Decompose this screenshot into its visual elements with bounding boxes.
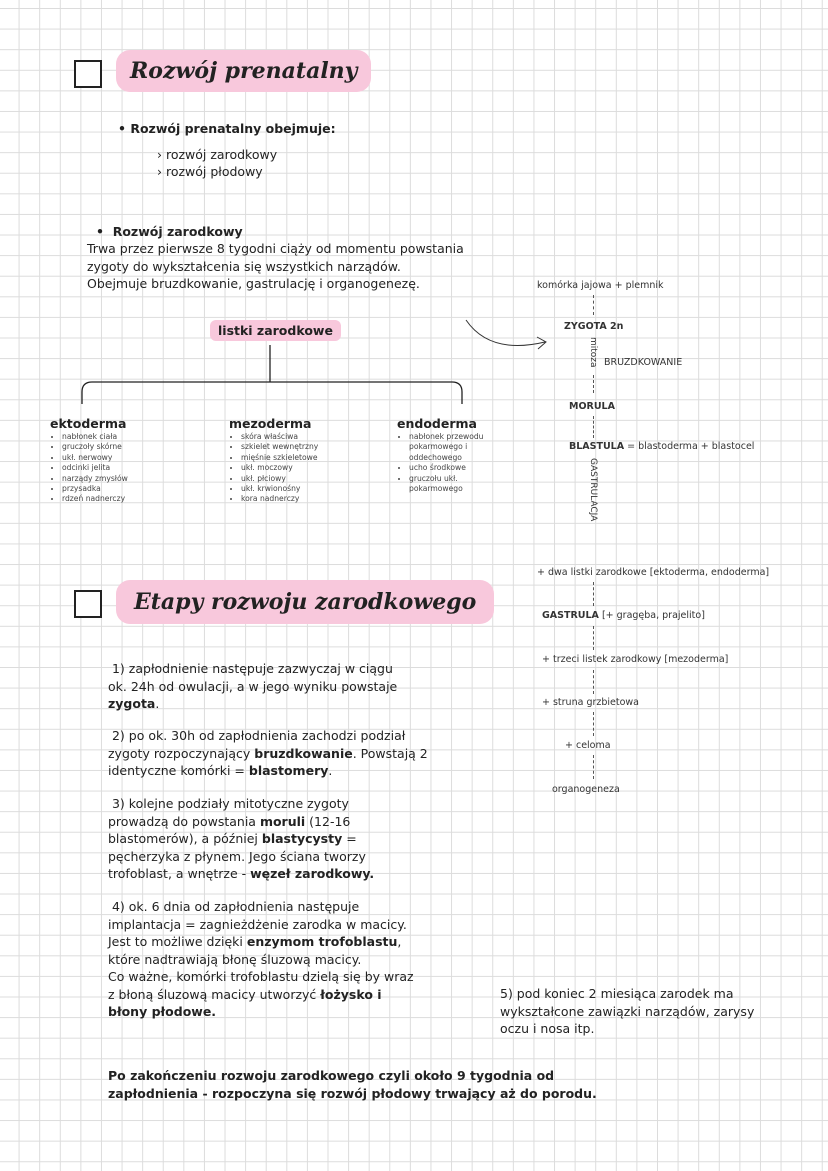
blastula-label: BLASTULA	[569, 441, 625, 452]
step-2: 2) po ok. 30h od zapłodnienia zachodzi podział zygoty rozpoczynający bruzdkowanie. Powstają 2 identyczne komórki = blastomery.	[108, 728, 428, 778]
flow-mitoza: mitoza	[588, 337, 598, 368]
flow-zygota: ZYGOTA 2n	[564, 321, 624, 332]
line: zygoty do wykształcenia się wszystkich narządów.	[87, 258, 401, 274]
listki-label: listki zarodkowe	[210, 320, 341, 341]
list-item: • odcinki jelita	[62, 463, 128, 473]
arrow-down-icon	[593, 375, 594, 393]
flow-dwa-listki: + dwa listki zarodkowe [ektoderma, endoderma]	[537, 567, 770, 578]
flow-gastrula	[542, 610, 705, 621]
mezoderma	[229, 416, 318, 505]
list-item: • rdzeń nadnerczy	[62, 494, 128, 504]
summary: Po zakończeniu rozwoju zarodkowego czyli około 9 tygodnia od zapłodnienia - rozpoczyna się rozwój płodowy trwający aż do porodu.	[108, 1068, 597, 1101]
arrow-down-icon	[593, 582, 594, 606]
list-item: • gruczoły skórne	[62, 442, 128, 452]
arrow-down-icon	[593, 670, 594, 694]
layer-name: mezoderma	[229, 416, 312, 431]
flow-gastrulacja: GASTRULACJA	[588, 458, 598, 522]
step-4: 4) ok. 6 dnia od zapłodnienia następuje implantacja = zagnieżdżenie zarodka w macicy. Jest to możliwe dzięki enzymom trofoblastu, które nadtrawiają błonę śluzową macicy. Co ważne, komórki trofoblastu dzielą się by wraz z błoną śluzową macicy utworzyć łożysko i błony płodowe.	[108, 899, 414, 1019]
bullet-prenatal: • Rozwój prenatalny obejmuje:	[118, 121, 336, 136]
flow-trzeci: + trzeci listek zarodkowy [mezoderma]	[542, 654, 729, 665]
sub-item: › rozwój płodowy	[157, 164, 263, 179]
list-item: • ukł. płciowy	[241, 474, 318, 484]
list-item: • skóra właściwa	[241, 432, 318, 442]
endoderma	[397, 416, 507, 494]
layer-name: ektoderma	[50, 416, 127, 431]
list-item: • nabłonek przewodu pokarmowego i oddechowego	[409, 432, 507, 463]
list-item: • ukł. krwionośny	[241, 484, 318, 494]
list-item: • szkielet wewnętrzny	[241, 442, 318, 452]
arrow-down-icon	[593, 712, 594, 736]
flow-blastula	[569, 441, 754, 452]
flow-organogeneza: organogeneza	[552, 784, 620, 795]
list-item: • ukł. nerwowy	[62, 453, 128, 463]
arrow-down-icon	[593, 416, 594, 438]
arrow-down-icon	[593, 626, 594, 650]
ektoderma	[50, 416, 128, 505]
heading-zarodkowy: • Rozwój zarodkowy	[96, 224, 243, 239]
list-item: • mięśnie szkieletowe	[241, 453, 318, 463]
gastrula-desc: [+ gragęba, prajelito]	[598, 610, 705, 621]
layer-name: endoderma	[397, 416, 477, 431]
list-item: • przysadka	[62, 484, 128, 494]
checkbox-section2[interactable]	[74, 590, 102, 618]
line: Obejmuje bruzdkowanie, gastrulację i organogenezę.	[87, 276, 420, 291]
list-item: • ukł. moczowy	[241, 463, 318, 473]
line: Trwa przez pierwsze 8 tygodni ciąży od momentu powstania	[87, 241, 464, 256]
step-3: 3) kolejne podziały mitotyczne zygoty prowadzą do powstania moruli (12-16 blastomerów), a później blastycysty = pęcherzyka z płynem. Jego ściana tworzy trofoblast, a wnętrze - węzeł zarodkowy.	[108, 796, 375, 881]
list-item: • ucho środkowe	[409, 463, 507, 473]
step-5: 5) pod koniec 2 miesiąca zarodek ma wykształcone zawiązki narządów, zarysy oczu i nosa itp.	[500, 986, 755, 1036]
blastula-desc: = blastoderma + blastocel	[624, 441, 755, 452]
arrow-down-icon	[593, 755, 594, 779]
flow-struna: + struna grzbietowa	[542, 697, 640, 708]
list-item: • kora nadnerczy	[241, 494, 318, 504]
flow-morula: MORULA	[569, 401, 615, 412]
sub-item: › rozwój zarodkowy	[157, 147, 278, 162]
section-title-etapy: Etapy rozwoju zarodkowego	[116, 580, 494, 624]
step-1: 1) zapłodnienie następuje zazwyczaj w ciągu ok. 24h od owulacji, a w jego wyniku powstaje zygota.	[108, 661, 398, 711]
tree-lines	[0, 0, 828, 420]
list-item: • nabłonek ciała	[62, 432, 128, 442]
list-item: • gruczołu ukł. pokarmowego	[409, 474, 507, 495]
bullet-text: Rozwój prenatalny obejmuje:	[130, 121, 336, 136]
list-item: • narządy zmysłów	[62, 474, 128, 484]
section-title-prenatal: Rozwój prenatalny	[116, 50, 371, 92]
heading-text: Rozwój zarodkowy	[112, 224, 243, 239]
gastrula-label: GASTRULA	[542, 610, 599, 621]
flow-start: komórka jajowa + plemnik	[537, 280, 664, 291]
arrow-down-icon	[593, 295, 594, 315]
flow-bruzdkowanie: BRUZDKOWANIE	[604, 357, 683, 368]
flow-celoma: + celoma	[565, 740, 611, 751]
